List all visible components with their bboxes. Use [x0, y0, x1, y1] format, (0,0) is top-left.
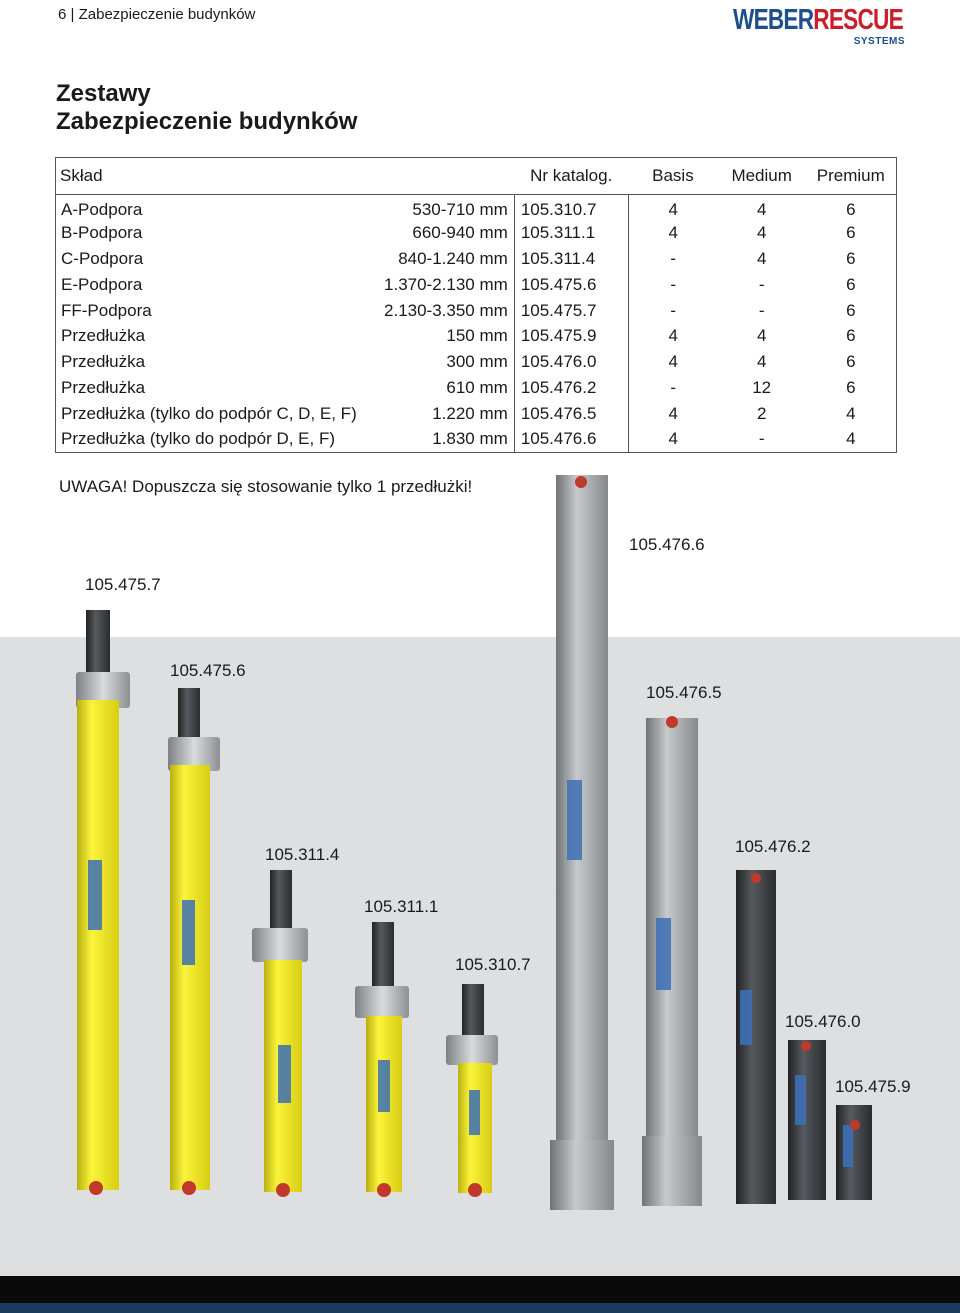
col-nr-katalog: Nr katalog. — [530, 166, 613, 185]
label-105-310-7: 105.310.7 — [455, 955, 531, 974]
row-name: Przedłużka — [61, 326, 146, 346]
row-catalog: 105.311.4 — [514, 246, 628, 272]
row-name: E-Podpora — [61, 274, 143, 294]
row-name: Przedłużka — [61, 352, 146, 372]
row-medium: 4 — [756, 223, 767, 243]
extension-105-476-5 — [642, 716, 702, 1206]
row-premium: 4 — [846, 403, 856, 423]
label-105-476-2: 105.476.2 — [735, 837, 811, 856]
row-length: 1.220 mm — [432, 403, 508, 423]
logo-rescue: RESCUE — [813, 4, 903, 36]
row-catalog: 105.311.1 — [514, 220, 628, 246]
row-catalog: 105.476.6 — [514, 427, 628, 453]
extension-105-476-6 — [550, 475, 614, 1210]
row-basis: 4 — [668, 429, 678, 449]
extension-105-476-0 — [788, 1040, 826, 1200]
row-basis: 4 — [668, 403, 678, 423]
title-line-1: Zestawy — [56, 80, 151, 107]
page-number: 6 — [58, 6, 67, 23]
row-length: 150 mm — [446, 326, 508, 346]
row-basis: - — [670, 300, 677, 320]
prop-105-311-4 — [252, 870, 308, 1197]
row-basis: 4 — [668, 352, 678, 372]
extension-105-475-9 — [836, 1105, 872, 1200]
prop-105-475-6 — [168, 688, 220, 1195]
logo-weber: WEBER — [733, 4, 814, 36]
row-premium: 6 — [846, 248, 856, 268]
row-medium: - — [758, 274, 765, 294]
row-name: B-Podpora — [61, 223, 143, 243]
label-105-475-7: 105.475.7 — [85, 575, 161, 594]
row-basis: - — [670, 377, 677, 397]
header-section: Zabezpieczenie budynków — [78, 6, 256, 23]
prop-105-311-1 — [355, 922, 409, 1197]
row-basis: - — [670, 274, 677, 294]
row-length: 1.830 mm — [432, 429, 508, 449]
row-catalog: 105.475.6 — [514, 272, 628, 298]
row-basis: 4 — [668, 326, 678, 346]
row-premium: 6 — [846, 199, 856, 219]
col-sklad: Skład — [60, 166, 103, 185]
row-medium: - — [758, 300, 765, 320]
label-105-311-4: 105.311.4 — [265, 845, 340, 864]
row-length: 2.130-3.350 mm — [384, 300, 508, 320]
prop-105-475-7 — [76, 610, 130, 1195]
row-catalog: 105.475.9 — [514, 323, 628, 349]
row-medium: - — [758, 429, 765, 449]
row-name: A-Podpora — [61, 199, 143, 219]
row-catalog: 105.475.7 — [514, 298, 628, 324]
row-medium: 12 — [752, 377, 772, 397]
row-medium: 4 — [756, 326, 767, 346]
row-catalog: 105.476.5 — [514, 401, 628, 427]
title-line-2: Zabezpieczenie budynków — [56, 108, 358, 135]
extension-105-476-2 — [736, 870, 776, 1204]
col-medium: Medium — [731, 166, 792, 185]
row-catalog: 105.310.7 — [514, 195, 628, 221]
row-name: Przedłużka (tylko do podpór C, D, E, F) — [61, 403, 357, 423]
row-name: Przedłużka — [61, 377, 146, 397]
logo-systems: SYSTEMS — [853, 36, 905, 47]
label-105-476-5: 105.476.5 — [646, 683, 722, 702]
row-length: 840-1.240 mm — [398, 248, 508, 268]
label-105-476-6: 105.476.6 — [629, 535, 705, 554]
row-catalog: 105.476.2 — [514, 375, 628, 401]
row-medium: 4 — [756, 248, 767, 268]
row-premium: 6 — [846, 223, 856, 243]
label-105-475-6: 105.475.6 — [170, 661, 246, 680]
row-premium: 6 — [846, 274, 856, 294]
row-length: 660-940 mm — [412, 223, 508, 243]
col-basis: Basis — [652, 166, 694, 185]
prop-105-310-7 — [446, 984, 498, 1197]
row-premium: 6 — [846, 352, 856, 372]
row-medium: 4 — [756, 199, 767, 219]
label-105-476-0: 105.476.0 — [785, 1012, 861, 1031]
label-105-475-9: 105.475.9 — [835, 1077, 911, 1096]
row-premium: 6 — [846, 377, 856, 397]
row-medium: 2 — [756, 403, 767, 423]
row-name: Przedłużka (tylko do podpór D, E, F) — [61, 429, 336, 449]
col-premium: Premium — [816, 166, 885, 185]
row-medium: 4 — [756, 352, 767, 372]
row-catalog: 105.476.0 — [514, 349, 628, 375]
row-premium: 6 — [846, 326, 856, 346]
row-basis: 4 — [668, 223, 678, 243]
row-length: 610 mm — [446, 377, 508, 397]
row-basis: - — [670, 248, 677, 268]
row-name: FF-Podpora — [61, 300, 152, 320]
row-premium: 4 — [846, 429, 856, 449]
row-length: 530-710 mm — [412, 199, 508, 219]
row-length: 1.370-2.130 mm — [384, 274, 508, 294]
warning-note: UWAGA! Dopuszcza się stosowanie tylko 1 przedłużki! — [59, 477, 473, 496]
label-105-311-1: 105.311.1 — [364, 897, 439, 916]
row-basis: 4 — [668, 199, 678, 219]
row-premium: 6 — [846, 300, 856, 320]
header-separator: | — [70, 6, 75, 23]
row-name: C-Podpora — [61, 248, 144, 268]
row-length: 300 mm — [446, 352, 508, 372]
